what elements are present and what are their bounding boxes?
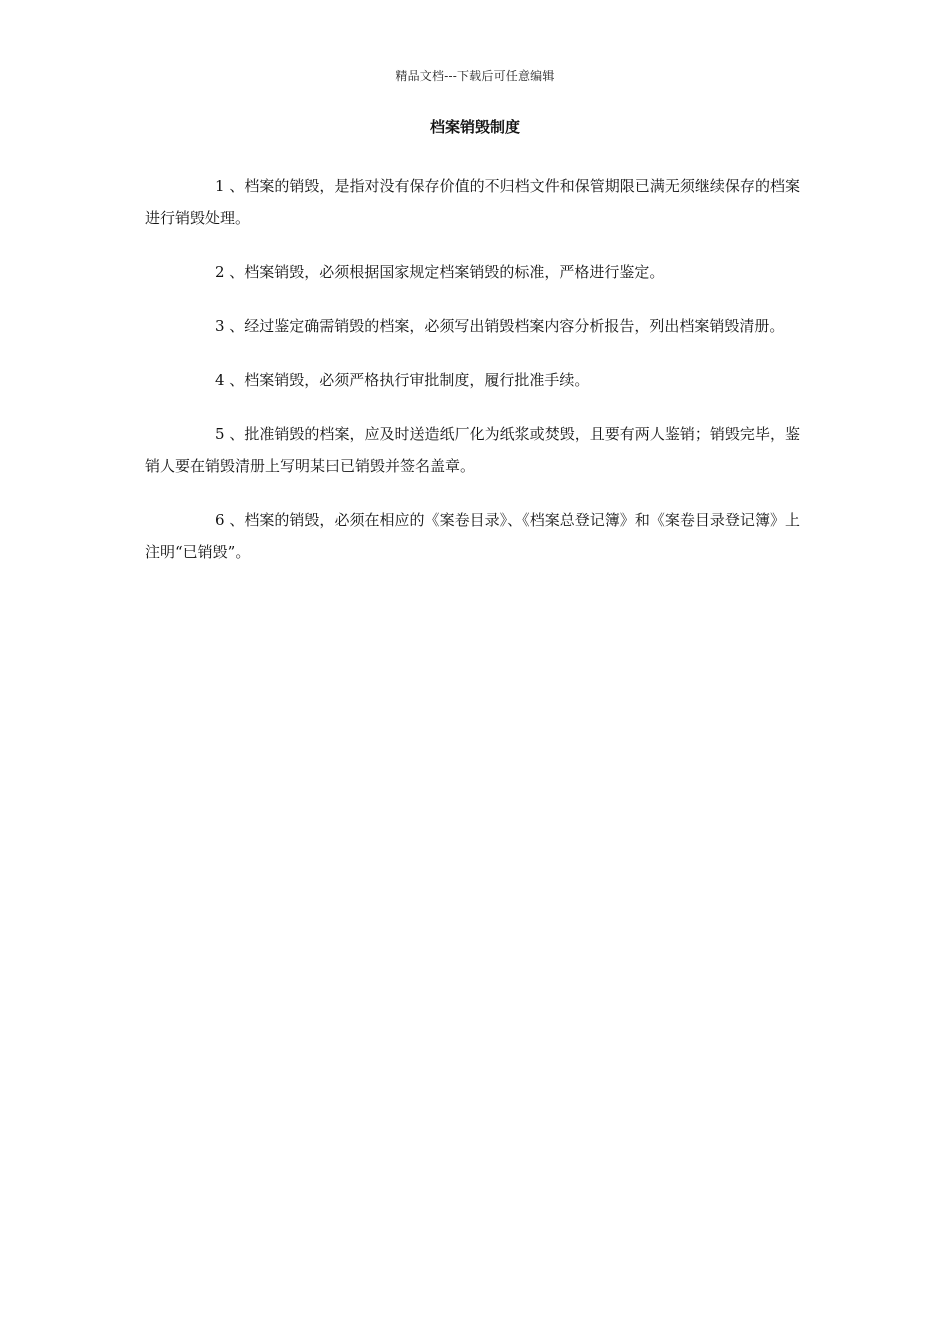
paragraph-3: 3 、经过鉴定确需销毁的档案，必须写出销毁档案内容分析报告，列出档案销毁清册。 — [215, 317, 785, 335]
paragraph-4: 4 、档案销毁，必须严格执行审批制度，履行批准手续。 — [215, 371, 590, 389]
paragraph-5: 5 、批准销毁的档案，应及时送造纸厂化为纸浆或焚毁，且要有两人鉴销；销毁完毕，鉴销人要在销毁清册上写明某曰已销毁并签名盖章。 — [145, 425, 800, 475]
document-title: 档案销毁制度 — [429, 118, 520, 136]
paragraph-2: 2 、档案销毁，必须根据国家规定档案销毁的标准，严格进行鉴定。 — [215, 263, 665, 281]
header-note: 精品文档---下载后可任意编辑 — [395, 69, 555, 83]
paragraph-6: 6 、档案的销毁，必须在相应的《案卷目录》、《档案总登记簿》和《案卷目录登记簿》上注明“已销毁”。 — [145, 511, 800, 561]
document-body — [145, 170, 800, 590]
paragraph-1: 1 、档案的销毁，是指对没有保存价值的不归档文件和保管期限已满无须继续保存的档案进行销毁处理。 — [145, 177, 800, 227]
